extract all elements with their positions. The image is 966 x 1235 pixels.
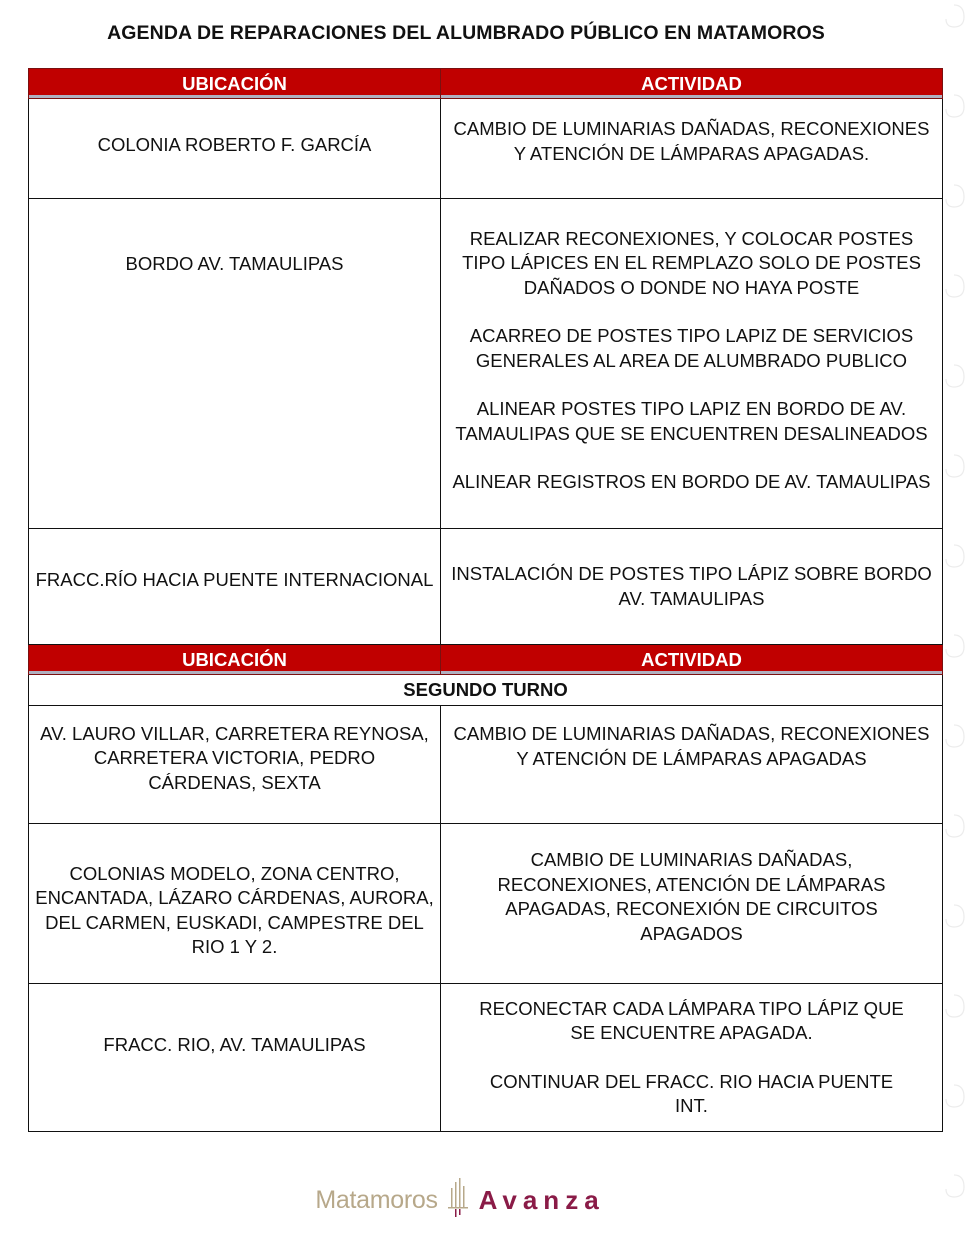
table-row [29,824,943,984]
location-cell: FRACC. RIO, AV. TAMAULIPAS [29,984,441,1132]
watermark-pattern-icon [940,0,966,1235]
header-location: UBICACIÓN [29,69,441,99]
activity-text: CAMBIO DE LUMINARIAS DAÑADAS, RECONEXIONES Y ATENCIÓN DE LÁMPARAS APAGADAS [453,723,930,769]
footer-logo [0,1178,920,1223]
activity-text: ACARREO DE POSTES TIPO LAPIZ DE SERVICIOS GENERALES AL AREA DE ALUMBRADO PUBLICO [469,325,914,371]
activity-text: CAMBIO DE LUMINARIAS DAÑADAS, RECONEXIONES Y ATENCIÓN DE LÁMPARAS APAGADAS. [453,118,930,164]
table-header-row [29,645,943,675]
activity-text: ALINEAR POSTES TIPO LAPIZ EN BORDO DE AV. TAMAULIPAS QUE SE ENCUENTREN DESALINEADOS [455,398,928,444]
activity-cell [441,824,943,984]
activity-cell [441,706,943,824]
activity-cell [441,984,943,1132]
location-text: BORDO AV. TAMAULIPAS [125,253,344,274]
logo-word-avanza: Avanza [478,1185,605,1215]
repair-schedule-table [28,68,943,1132]
table-row [29,529,943,645]
document-title: AGENDA DE REPARACIONES DEL ALUMBRADO PÚBLICO EN MATAMOROS [107,22,825,44]
header-activity: ACTIVIDAD [441,69,943,99]
location-cell: FRACC.RÍO HACIA PUENTE INTERNACIONAL [29,529,441,645]
location-cell: COLONIA ROBERTO F. GARCÍA [29,99,441,199]
location-cell [29,824,441,984]
activity-cell [441,99,943,199]
header-activity: ACTIVIDAD [441,645,943,675]
table-row [29,199,943,529]
header-location: UBICACIÓN [29,645,441,675]
table-row [29,706,943,824]
activity-text: RECONECTAR CADA LÁMPARA TIPO LÁPIZ QUE SE ENCUENTRE APAGADA. [479,997,904,1043]
location-cell [29,199,441,529]
second-shift-label: SEGUNDO TURNO [29,675,943,706]
activity-text: ALINEAR REGISTROS EN BORDO DE AV. TAMAULIPAS [452,471,931,492]
location-text: COLONIAS MODELO, ZONA CENTRO, ENCANTADA, LÁZARO CÁRDENAS, AURORA, DEL CARMEN, EUSKADI, CAMPESTRE DEL RIO 1 Y 2. [35,862,434,957]
columns-emblem-icon [448,1178,468,1223]
location-text: AV. LAURO VILLAR, CARRETERA REYNOSA, CARRETERA VICTORIA, PEDRO CÁRDENAS, SEXTA [40,722,429,793]
shift-label-row [29,675,943,706]
table-row [29,984,943,1132]
activity-cell [441,529,943,645]
table-header-row [29,69,943,99]
table-row [29,99,943,199]
activity-cell [441,199,943,529]
logo-word-matamoros: Matamoros [315,1186,438,1214]
activity-text: CAMBIO DE LUMINARIAS DAÑADAS, RECONEXIONES, ATENCIÓN DE LÁMPARAS APAGADAS, RECONEXIÓN DE CIRCUITOS APAGADOS [497,849,886,944]
activity-text: INSTALACIÓN DE POSTES TIPO LÁPIZ SOBRE BORDO AV. TAMAULIPAS [451,563,932,609]
activity-text: REALIZAR RECONEXIONES, Y COLOCAR POSTES TIPO LÁPICES EN EL REMPLAZO SOLO DE POSTES DAÑADOS O DONDE NO HAYA POSTE [462,227,921,298]
location-cell [29,706,441,824]
activity-text: CONTINUAR DEL FRACC. RIO HACIA PUENTE INT. [489,1070,894,1116]
